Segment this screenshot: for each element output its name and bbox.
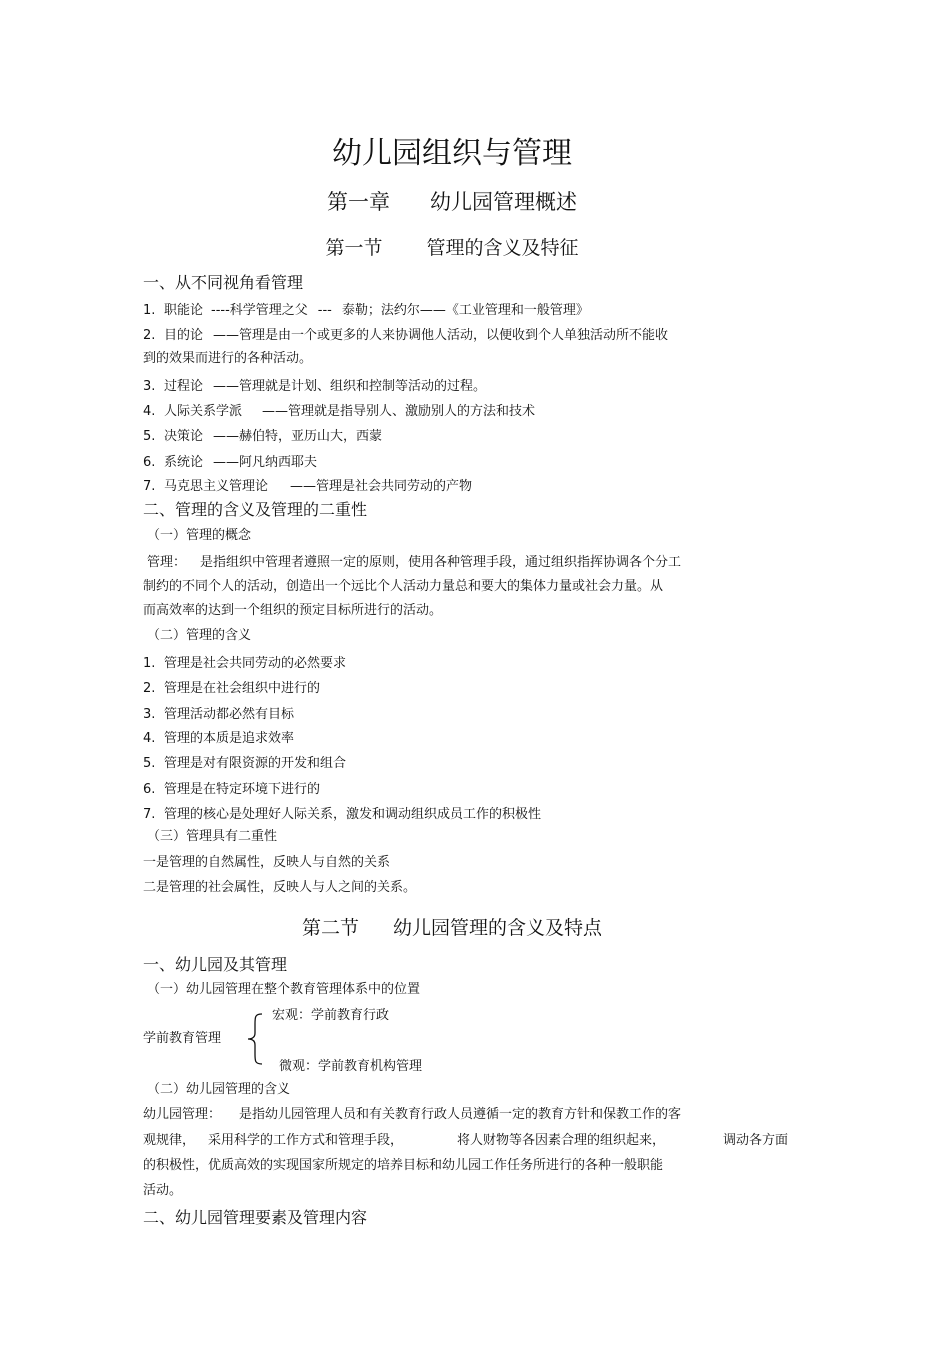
definition-term: 幼儿园管理： bbox=[143, 1107, 222, 1122]
duality-line-2: 二是管理的社会属性，反映人与人之间的关系。 bbox=[143, 880, 417, 895]
s1-part2-heading: 二、管理的含义及管理的二重性 bbox=[143, 500, 368, 519]
concept-term: 管理： bbox=[147, 555, 187, 570]
section1-title: 管理的含义及特征 bbox=[426, 237, 579, 259]
curly-brace-icon bbox=[244, 1012, 266, 1066]
s2-sub1-heading: （一）幼儿园管理在整个教育管理体系中的位置 bbox=[147, 982, 421, 997]
section1-label: 第一节 bbox=[325, 237, 383, 259]
meaning-item-5: 5. 管理是对有限资源的开发和组合 bbox=[143, 756, 347, 771]
meaning-item-1: 1. 管理是社会共同劳动的必然要求 bbox=[143, 656, 347, 671]
s1-sub3-heading: （三）管理具有二重性 bbox=[147, 829, 278, 844]
definition-line-4: 活动。 bbox=[143, 1183, 183, 1198]
concept-line-1: 管理： 是指组织中管理者遵照一定的原则，使用各种管理手段，通过组织指挥协调各个分工 bbox=[147, 555, 682, 570]
s1-part1-heading: 一、从不同视角看管理 bbox=[143, 273, 304, 292]
meaning-item-3: 3. 管理活动都必然有目标 bbox=[143, 707, 295, 722]
section2-label: 第二节 bbox=[301, 917, 359, 939]
view-item-2: 2. 目的论 ——管理是由一个或更多的人来协调他人活动，以便收到个人单独活动所不能收 bbox=[143, 328, 669, 343]
brace-micro-label: 微观：学前教育机构管理 bbox=[279, 1059, 423, 1074]
s2-sub2-heading: （二）幼儿园管理的含义 bbox=[147, 1082, 291, 1097]
brace-root-label: 学前教育管理 bbox=[143, 1031, 222, 1046]
concept-line-2: 制约的不同个人的活动，创造出一个远比个人活动力量总和要大的集体力量或社会力量。从 bbox=[143, 579, 664, 594]
s2-part2-heading: 二、幼儿园管理要素及管理内容 bbox=[143, 1208, 368, 1227]
view-item-3: 3. 过程论 ——管理就是计划、组织和控制等活动的过程。 bbox=[143, 379, 487, 394]
view-item-2-continuation: 到的效果而进行的各种活动。 bbox=[143, 351, 313, 366]
section1-heading bbox=[0, 233, 904, 260]
brace-macro-label: 宏观：学前教育行政 bbox=[272, 1008, 390, 1023]
definition-line-3: 的积极性，优质高效的实现国家所规定的培养目标和幼儿园工作任务所进行的各种一般职能 bbox=[143, 1158, 664, 1173]
chapter-title: 幼儿园管理概述 bbox=[430, 190, 577, 214]
view-item-5: 5. 决策论 ——赫伯特，亚历山大，西蒙 bbox=[143, 429, 383, 444]
s1-sub2-heading: （二）管理的含义 bbox=[147, 628, 252, 643]
view-item-7: 7. 马克思主义管理论 ——管理是社会共同劳动的产物 bbox=[143, 479, 473, 494]
duality-line-1: 一是管理的自然属性，反映人与自然的关系 bbox=[143, 855, 391, 870]
view-item-6: 6. 系统论 ——阿凡纳西耶夫 bbox=[143, 455, 318, 470]
view-item-4: 4. 人际关系学派 ——管理就是指导别人、激励别人的方法和技术 bbox=[143, 404, 536, 419]
meaning-item-2: 2. 管理是在社会组织中进行的 bbox=[143, 681, 321, 696]
definition-line-1: 幼儿园管理： 是指幼儿园管理人员和有关教育行政人员遵循一定的教育方针和保教工作的客 bbox=[143, 1107, 682, 1122]
meaning-item-6: 6. 管理是在特定环境下进行的 bbox=[143, 782, 321, 797]
document-title: 幼儿园组织与管理 bbox=[332, 136, 572, 171]
s2-part1-heading: 一、幼儿园及其管理 bbox=[143, 955, 288, 974]
chapter-heading bbox=[0, 186, 904, 216]
meaning-item-7: 7. 管理的核心是处理好人际关系，激发和调动组织成员工作的积极性 bbox=[143, 807, 542, 822]
section2-heading bbox=[0, 913, 904, 940]
concept-line-3: 而高效率的达到一个组织的预定目标所进行的活动。 bbox=[143, 603, 443, 618]
chapter-label: 第一章 bbox=[327, 190, 390, 214]
meaning-item-4: 4. 管理的本质是追求效率 bbox=[143, 731, 295, 746]
s1-sub1-heading: （一）管理的概念 bbox=[147, 528, 252, 543]
section2-title: 幼儿园管理的含义及特点 bbox=[393, 917, 603, 939]
view-item-1: 1. 职能论 ----科学管理之父 --- 泰勒；法约尔——《工业管理和一般管理》 bbox=[143, 303, 589, 318]
